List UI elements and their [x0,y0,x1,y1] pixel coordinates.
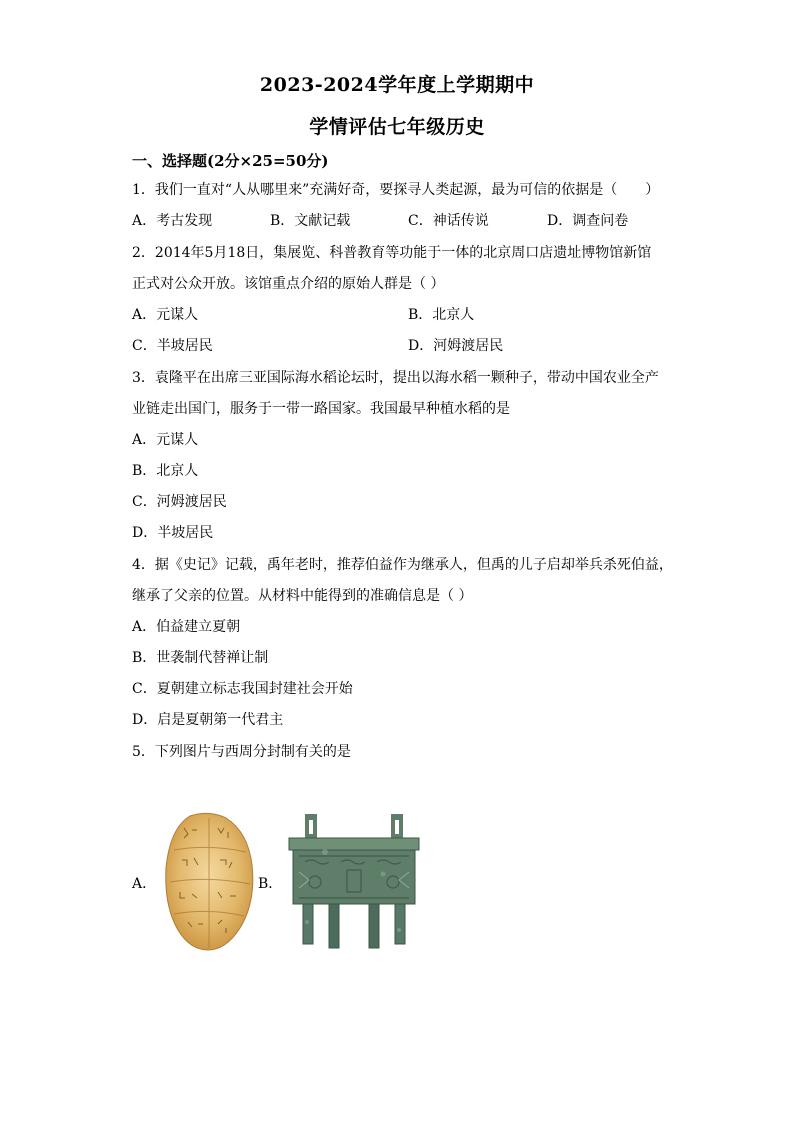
question-3-stem-line2: 业链走出国门，服务于一带一路国家。我国最早种植水稻的是 [132,401,510,417]
q2-option-d: D．河姆渡居民 [408,338,504,354]
oracle-bone-icon [160,810,258,952]
q2-option-a: A．元谋人 [132,307,199,323]
exam-title-line1: 2023-2024学年度上学期期中 [259,74,535,96]
q5-option-a-label: A． [132,876,157,892]
bronze-ding-icon [285,812,423,952]
q3-option-b: B．北京人 [132,463,199,479]
question-3-stem-line1: 3．袁隆平在出席三亚国际海水稻论坛时，提出以海水稻一颗种子，带动中国农业全产 [132,370,659,386]
q2-option-b: B．北京人 [408,307,475,323]
question-4-stem-line1: 4．据《史记》记载，禹年老时，推荐伯益作为继承人，但禹的儿子启却举兵杀死伯益， [132,557,673,573]
q3-option-c: C．河姆渡居民 [132,494,227,510]
q4-option-c: C．夏朝建立标志我国封建社会开始 [132,681,353,697]
q4-option-a: A．伯益建立夏朝 [132,619,241,635]
q5-option-b-label: B． [258,876,283,892]
q1-option-a: A．考古发现 [132,213,213,229]
q3-option-a: A．元谋人 [132,432,199,448]
q1-option-c: C．神话传说 [408,213,489,229]
question-4-stem-line2: 继承了父亲的位置。从材料中能得到的准确信息是（ ） [132,588,473,604]
question-1-stem: 1．我们一直对“人从哪里来”充满好奇，要探寻人类起源，最为可信的依据是（ ） [132,182,660,198]
section-heading: 一、选择题(2分×25=50分) [132,152,329,170]
q3-option-d: D．半坡居民 [132,525,214,541]
question-2-stem-line2: 正式对公众开放。该馆重点介绍的原始人群是（ ） [132,276,445,292]
question-5-stem: 5．下列图片与西周分封制有关的是 [132,744,351,760]
q1-option-d: D．调查问卷 [547,213,629,229]
exam-title-line2: 学情评估七年级历史 [309,116,485,138]
q4-option-d: D．启是夏朝第一代君主 [132,712,284,728]
q4-option-b: B．世袭制代替禅让制 [132,650,269,666]
q2-option-c: C．半坡居民 [132,338,213,354]
q1-option-b: B．文献记载 [270,213,351,229]
question-2-stem-line1: 2．2014年5月18日，集展览、科普教育等功能于一体的北京周口店遗址博物馆新馆 [132,245,652,261]
